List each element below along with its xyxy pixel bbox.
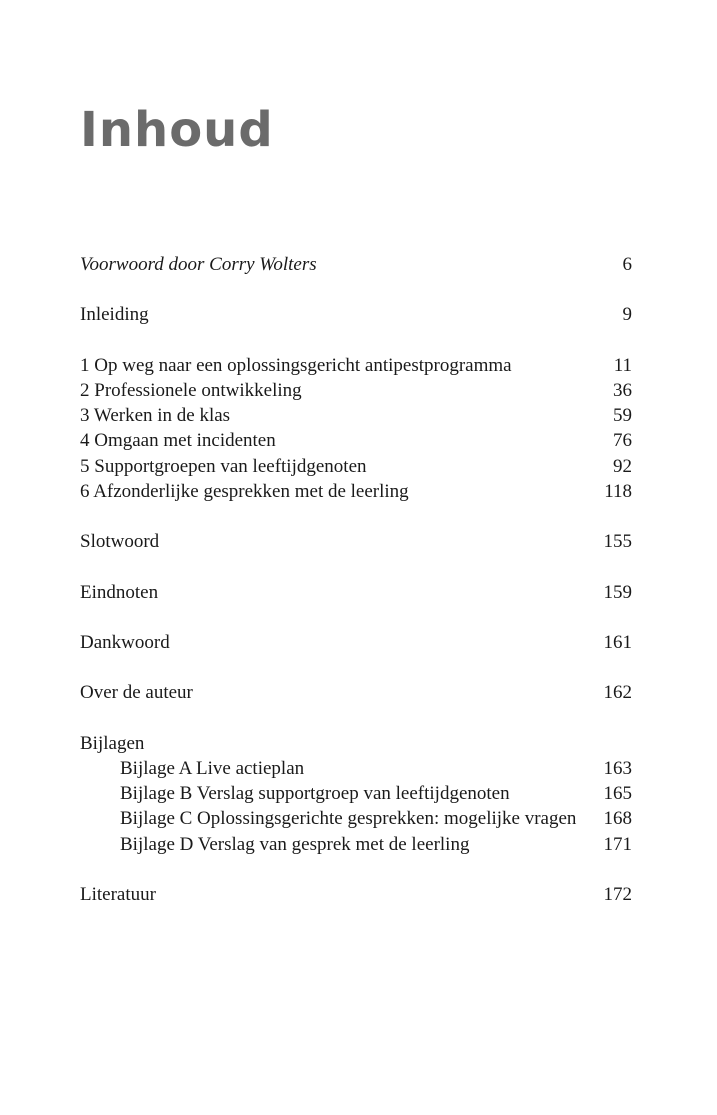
toc-entry-literatuur[interactable] (80, 882, 632, 907)
toc-spacer (80, 655, 632, 680)
toc-entry-page: 168 (603, 808, 632, 830)
toc-spacer (80, 857, 632, 882)
toc-entry-chapter-4[interactable] (80, 428, 632, 453)
toc-entry-label: Bijlage A Live actieplan (120, 757, 305, 779)
toc-spacer (80, 706, 632, 731)
toc-entry-label: 6 Afzonderlijke gesprekken met de leerling (80, 480, 409, 502)
toc-entry-page: 171 (603, 833, 632, 855)
toc-spacer (80, 328, 632, 353)
toc-entry-label: 3 Werken in de klas (80, 405, 231, 427)
toc-entry-label: Over de auteur (80, 682, 193, 704)
toc-entry-chapter-1[interactable] (80, 353, 632, 378)
toc-entry-bijlage-a[interactable] (80, 756, 632, 781)
toc-entry-chapter-6[interactable] (80, 479, 632, 504)
toc-entry-inleiding[interactable] (80, 302, 632, 327)
toc-entry-page: 36 (613, 379, 632, 401)
toc-entry-label: Bijlage B Verslag supportgroep van leeftijdgenoten (120, 783, 510, 805)
toc-entry-label: Bijlage D Verslag van gesprek met de leerling (120, 833, 470, 855)
toc-entry-page: 6 (622, 254, 632, 275)
toc-entry-page: 118 (604, 480, 632, 502)
toc-entry-page: 76 (613, 430, 632, 452)
toc-entry-over-de-auteur[interactable] (80, 680, 632, 705)
toc-entry-chapter-3[interactable] (80, 403, 632, 428)
toc-entry-label: 5 Supportgroepen van leeftijdgenoten (80, 455, 367, 477)
toc-entry-page: 172 (603, 883, 632, 905)
toc-entry-label: Literatuur (80, 883, 156, 905)
toc-entry-page: 161 (603, 631, 632, 653)
toc-entry-label: 4 Omgaan met incidenten (80, 430, 276, 452)
toc-entry-label: 1 Op weg naar een oplossingsgericht antipestprogramma (80, 354, 512, 376)
toc-entry-page: 9 (622, 304, 632, 326)
toc-entry-page: 92 (613, 455, 632, 477)
toc-entry-label: Inleiding (80, 304, 149, 326)
toc-section-bijlagen (80, 731, 632, 756)
toc-entry-dankwoord[interactable] (80, 630, 632, 655)
toc-section-label: Bijlagen (80, 732, 145, 754)
toc-entry-label: Slotwoord (80, 531, 160, 553)
toc-entry-bijlage-b[interactable] (80, 781, 632, 806)
toc-entry-label: Voorwoord door Corry Wolters (80, 254, 317, 275)
toc-entry-label: Dankwoord (80, 631, 170, 653)
toc-entry-page: 165 (603, 783, 632, 805)
toc-spacer (80, 554, 632, 579)
toc-entry-eindnoten[interactable] (80, 580, 632, 605)
toc-entry-bijlage-d[interactable] (80, 832, 632, 857)
toc-spacer (80, 277, 632, 302)
toc-spacer (80, 504, 632, 529)
toc-entry-label: 2 Professionele ontwikkeling (80, 379, 302, 401)
toc-entry-chapter-2[interactable] (80, 378, 632, 403)
toc-entry-slotwoord[interactable] (80, 529, 632, 554)
toc-spacer (80, 605, 632, 630)
toc-entry-bijlage-c[interactable] (80, 806, 632, 831)
toc-entry-page: 155 (603, 531, 632, 553)
toc-entry-page: 162 (603, 682, 632, 704)
page-title: Inhoud (80, 102, 274, 158)
toc-entry-page: 163 (603, 757, 632, 779)
toc-entry-voorwoord[interactable] (80, 252, 632, 277)
toc-entry-page: 159 (603, 581, 632, 603)
toc-entry-label: Eindnoten (80, 581, 159, 603)
toc-entry-chapter-5[interactable] (80, 454, 632, 479)
table-of-contents (80, 252, 632, 907)
toc-entry-page: 59 (613, 405, 632, 427)
toc-entry-label: Bijlage C Oplossingsgerichte gesprekken: mogelijke vragen (120, 808, 577, 830)
toc-entry-page: 11 (613, 354, 632, 376)
